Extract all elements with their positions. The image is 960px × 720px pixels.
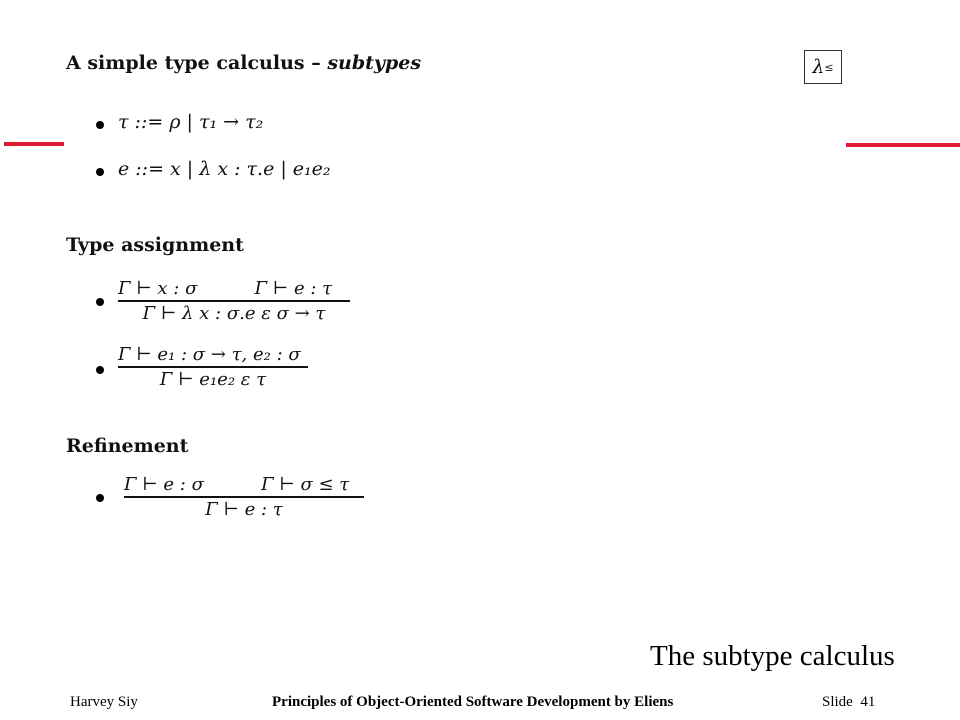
left-accent-line bbox=[4, 142, 64, 146]
right-accent-line bbox=[846, 143, 960, 147]
expression-syntax: e ::= x | λ x : τ.e | e₁e₂ bbox=[118, 158, 331, 180]
rule-conclusion: Γ ⊢ e : τ bbox=[205, 498, 283, 520]
rule-premises: Γ ⊢ x : σ Γ ⊢ e : τ bbox=[118, 278, 333, 299]
section-refinement: Refinement bbox=[66, 435, 189, 457]
inference-rule-application bbox=[118, 344, 308, 390]
bullet-dot bbox=[96, 366, 104, 374]
inference-rule-abstraction bbox=[118, 278, 350, 324]
rule-conclusion: Γ ⊢ λ x : σ.e ε σ → τ bbox=[142, 302, 326, 324]
rule-premises: Γ ⊢ e : σ Γ ⊢ σ ≤ τ bbox=[124, 474, 350, 495]
slide-heading bbox=[66, 52, 421, 74]
type-syntax: τ ::= ρ | τ₁ → τ₂ bbox=[118, 111, 264, 133]
rule-bar bbox=[118, 300, 350, 302]
rule-bar bbox=[124, 496, 364, 498]
bullet-dot bbox=[96, 494, 104, 502]
bullet-dot bbox=[96, 168, 104, 176]
bullet-dot bbox=[96, 298, 104, 306]
calculus-symbol-box bbox=[804, 50, 842, 84]
rule-premises: Γ ⊢ e₁ : σ → τ, e₂ : σ bbox=[118, 344, 301, 365]
heading-main: A simple type calculus bbox=[66, 52, 305, 74]
heading-dash: – bbox=[311, 52, 321, 74]
heading-italic: subtypes bbox=[327, 52, 422, 74]
inference-rule-refinement bbox=[124, 474, 364, 520]
slide-number: 41 bbox=[860, 694, 876, 710]
footer-title: Principles of Object-Oriented Software Development by Eliens bbox=[272, 694, 674, 710]
rule-conclusion: Γ ⊢ e₁e₂ ε τ bbox=[159, 368, 267, 390]
section-type-assignment: Type assignment bbox=[66, 234, 244, 256]
lambda-symbol: λ bbox=[812, 56, 825, 78]
footer-slide-number bbox=[822, 694, 875, 711]
slide-caption: The subtype calculus bbox=[650, 640, 895, 672]
footer-author: Harvey Siy bbox=[70, 694, 138, 710]
slide-label: Slide bbox=[822, 694, 853, 710]
rule-bar bbox=[118, 366, 308, 368]
lambda-subscript: ≤ bbox=[824, 60, 834, 74]
bullet-dot bbox=[96, 121, 104, 129]
